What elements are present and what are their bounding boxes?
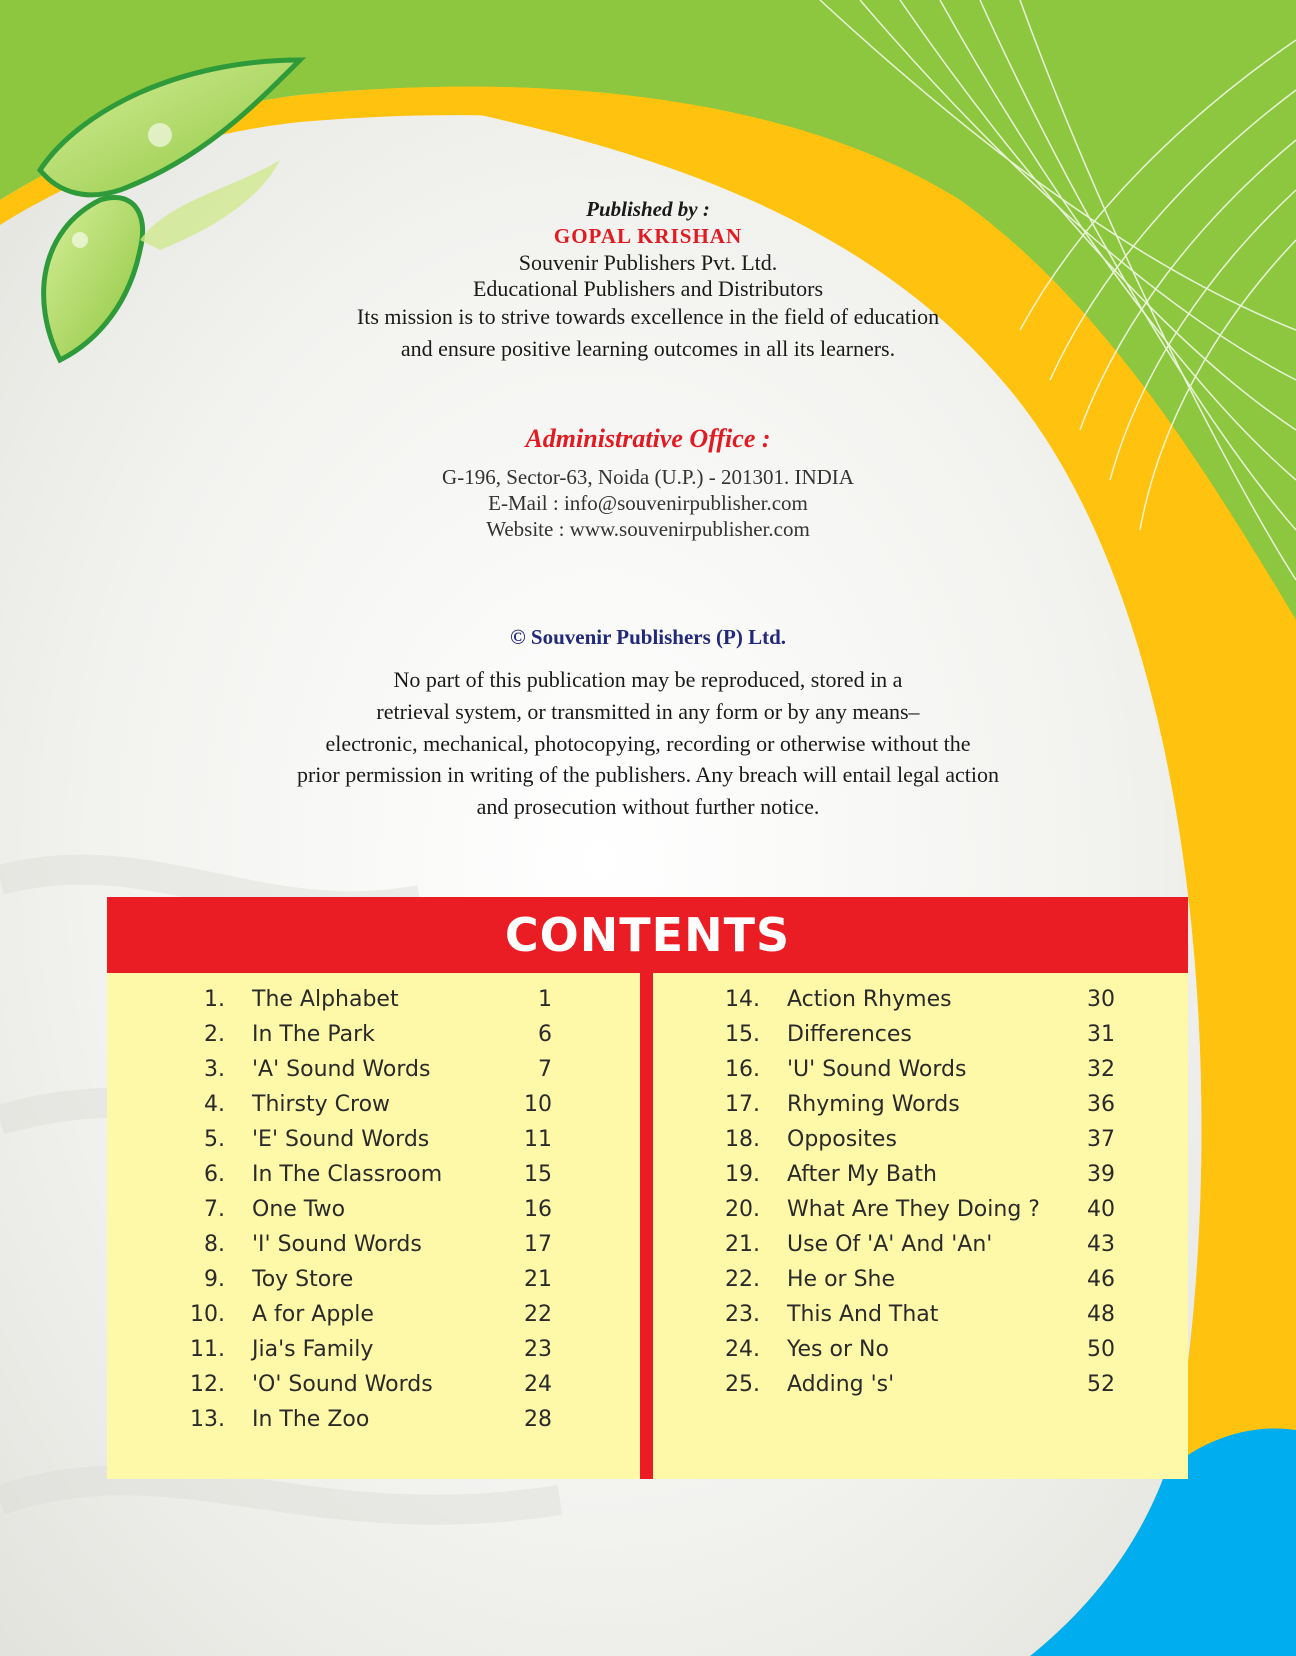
entry-page: 37 [1087, 1127, 1115, 1152]
admin-address: G-196, Sector-63, Noida (U.P.) - 201301. INDIA [442, 465, 854, 489]
contents-entry[interactable] [653, 1197, 1188, 1232]
entry-page: 21 [524, 1267, 552, 1292]
publisher-company: Souvenir Publishers Pvt. Ltd. [518, 250, 778, 275]
entry-title: Opposites [787, 1127, 897, 1152]
published-by-label: Published by : [586, 197, 710, 221]
entry-title: The Alphabet [252, 987, 399, 1012]
entry-page: 24 [524, 1372, 552, 1397]
entry-number: 24. [725, 1337, 760, 1362]
contents-entry[interactable] [107, 1162, 640, 1197]
contents-entry[interactable] [653, 1372, 1188, 1407]
entry-title: Action Rhymes [787, 987, 952, 1012]
entry-title: This And That [787, 1302, 939, 1327]
admin-email: E-Mail : info@souvenirpublisher.com [488, 491, 808, 515]
copyright-title: © Souvenir Publishers (P) Ltd. [509, 625, 787, 649]
entry-page: 28 [524, 1407, 552, 1432]
contents-entry[interactable] [107, 1267, 640, 1302]
entry-title: In The Zoo [252, 1407, 370, 1432]
entry-page: 40 [1087, 1197, 1115, 1222]
entry-number: 20. [725, 1197, 760, 1222]
entry-page: 36 [1087, 1092, 1115, 1117]
entry-title: Thirsty Crow [252, 1092, 391, 1117]
mission-line-1: Its mission is to strive towards excellence in the field of education [356, 304, 940, 329]
entry-number: 21. [725, 1232, 760, 1257]
entry-number: 4. [204, 1092, 225, 1117]
entry-title: Jia's Family [252, 1337, 374, 1362]
entry-number: 25. [725, 1372, 760, 1397]
admin-office-title: Administrative Office : [525, 424, 771, 453]
contents-entry[interactable] [107, 1057, 640, 1092]
entry-number: 11. [190, 1337, 225, 1362]
entry-title: Differences [787, 1022, 912, 1047]
contents-header [107, 897, 1188, 973]
entry-page: 7 [538, 1057, 552, 1082]
entry-number: 8. [204, 1232, 225, 1257]
contents-divider [640, 973, 653, 1479]
entry-page: 15 [524, 1162, 552, 1187]
entry-number: 19. [725, 1162, 760, 1187]
entry-number: 13. [190, 1407, 225, 1432]
contents-entry[interactable] [107, 1232, 640, 1267]
entry-page: 17 [524, 1232, 552, 1257]
contents-entry[interactable] [107, 1092, 640, 1127]
entry-title: Toy Store [252, 1267, 354, 1292]
entry-page: 46 [1087, 1267, 1115, 1292]
contents-entry[interactable] [653, 1267, 1188, 1302]
copyright-line-2: retrieval system, or transmitted in any form or by any means– [376, 699, 920, 724]
copyright-line-5: and prosecution without further notice. [476, 794, 820, 819]
contents-entry[interactable] [653, 987, 1188, 1022]
contents-title: CONTENTS [504, 908, 791, 962]
contents-entry[interactable] [653, 1127, 1188, 1162]
copyright-line-4: prior permission in writing of the publishers. Any breach will entail legal action [296, 762, 999, 787]
contents-entry[interactable] [653, 1057, 1188, 1092]
entry-title: 'E' Sound Words [252, 1127, 430, 1152]
contents-entry[interactable] [107, 1372, 640, 1407]
entry-title: A for Apple [252, 1302, 374, 1327]
entry-number: 16. [725, 1057, 760, 1082]
entry-number: 22. [725, 1267, 760, 1292]
entry-title: 'A' Sound Words [252, 1057, 431, 1082]
entry-title: Yes or No [787, 1337, 889, 1362]
entry-number: 18. [725, 1127, 760, 1152]
entry-page: 50 [1087, 1337, 1115, 1362]
contents-entry[interactable] [653, 1162, 1188, 1197]
entry-number: 23. [725, 1302, 760, 1327]
entry-page: 6 [538, 1022, 552, 1047]
entry-page: 22 [524, 1302, 552, 1327]
entry-page: 1 [538, 987, 552, 1012]
publisher-tagline: Educational Publishers and Distributors [472, 276, 824, 301]
entry-number: 9. [204, 1267, 225, 1292]
contents-entry[interactable] [107, 1022, 640, 1057]
contents-column-right [653, 987, 1188, 1407]
contents-entry[interactable] [653, 1092, 1188, 1127]
entry-number: 2. [204, 1022, 225, 1047]
entry-title: In The Park [252, 1022, 375, 1047]
entry-page: 48 [1087, 1302, 1115, 1327]
contents-entry[interactable] [653, 1232, 1188, 1267]
entry-title: Rhyming Words [787, 1092, 960, 1117]
contents-entry[interactable] [653, 1302, 1188, 1337]
entry-title: 'O' Sound Words [252, 1372, 433, 1397]
entry-page: 32 [1087, 1057, 1115, 1082]
entry-title: 'I' Sound Words [252, 1232, 422, 1257]
entry-page: 52 [1087, 1372, 1115, 1397]
contents-column-left [107, 987, 640, 1442]
entry-page: 11 [524, 1127, 552, 1152]
entry-title: One Two [252, 1197, 346, 1222]
entry-page: 23 [524, 1337, 552, 1362]
entry-number: 17. [725, 1092, 760, 1117]
copyright-line-3: electronic, mechanical, photocopying, recording or otherwise without the [325, 731, 971, 756]
entry-title: Adding 's' [787, 1372, 895, 1397]
contents-panel [107, 897, 1188, 1479]
entry-number: 12. [190, 1372, 225, 1397]
contents-entry[interactable] [653, 1022, 1188, 1057]
entry-number: 14. [725, 987, 760, 1012]
publisher-name: GOPAL KRISHAN [553, 224, 743, 248]
entry-number: 15. [725, 1022, 760, 1047]
copyright-line-1: No part of this publication may be reproduced, stored in a [393, 667, 903, 692]
entry-number: 5. [204, 1127, 225, 1152]
contents-entry[interactable] [107, 1337, 640, 1372]
contents-entry[interactable] [107, 1197, 640, 1232]
contents-entry[interactable] [107, 1302, 640, 1337]
entry-number: 1. [204, 987, 225, 1012]
contents-entry[interactable] [107, 1127, 640, 1162]
entry-number: 3. [204, 1057, 225, 1082]
entry-number: 7. [204, 1197, 225, 1222]
entry-page: 10 [524, 1092, 552, 1117]
contents-entry[interactable] [107, 987, 640, 1022]
entry-title: What Are They Doing ? [787, 1197, 1040, 1222]
entry-title: In The Classroom [252, 1162, 443, 1187]
entry-number: 10. [190, 1302, 225, 1327]
contents-entry[interactable] [653, 1337, 1188, 1372]
entry-page: 43 [1087, 1232, 1115, 1257]
entry-title: 'U' Sound Words [787, 1057, 967, 1082]
admin-website: Website : www.souvenirpublisher.com [486, 517, 810, 541]
entry-page: 31 [1087, 1022, 1115, 1047]
contents-entry[interactable] [107, 1407, 640, 1442]
mission-line-2: and ensure positive learning outcomes in all its learners. [400, 336, 896, 361]
entry-page: 30 [1087, 987, 1115, 1012]
entry-page: 39 [1087, 1162, 1115, 1187]
entry-title: He or She [787, 1267, 896, 1292]
entry-title: Use Of 'A' And 'An' [787, 1232, 993, 1257]
entry-page: 16 [524, 1197, 552, 1222]
entry-number: 6. [204, 1162, 225, 1187]
entry-title: After My Bath [787, 1162, 937, 1187]
